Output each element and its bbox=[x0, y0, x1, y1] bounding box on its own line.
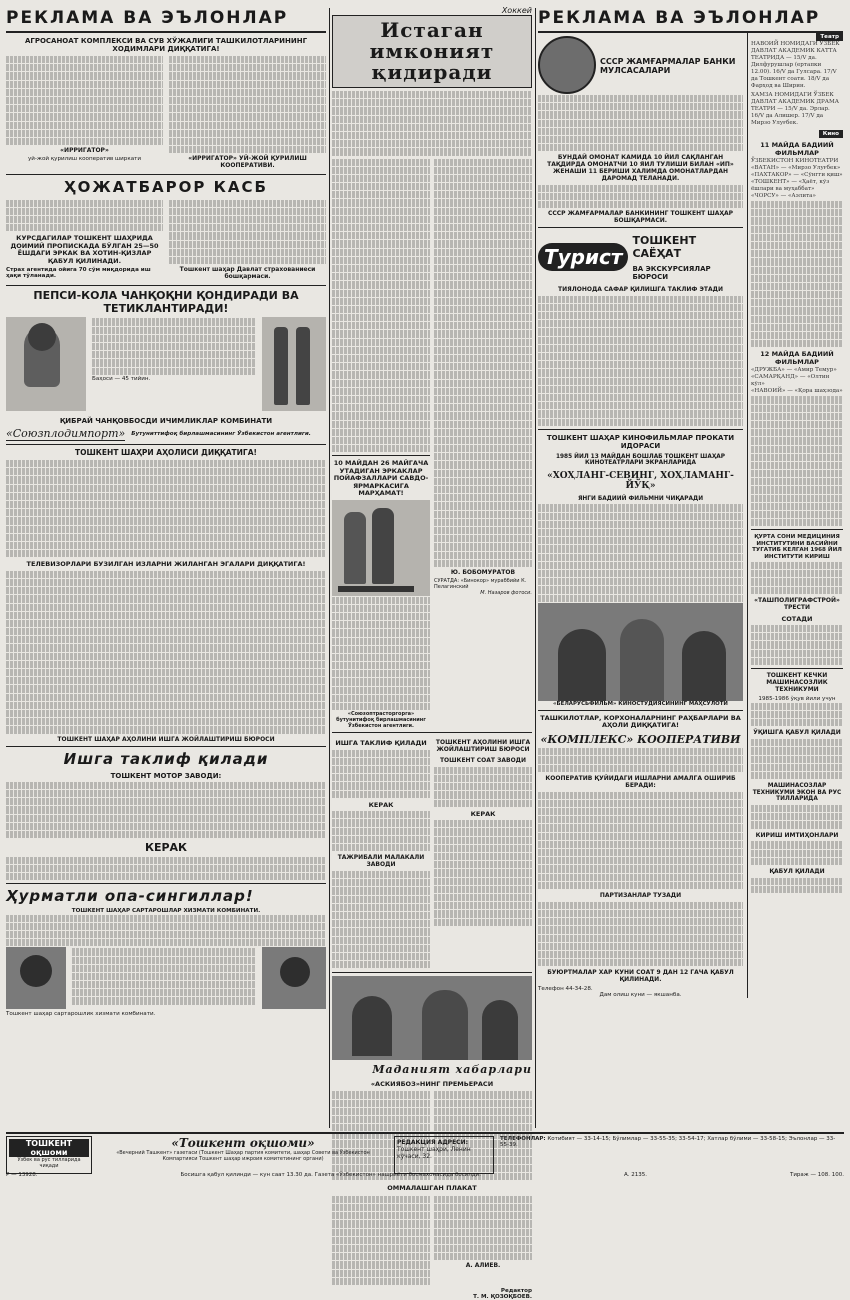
invite-title: Ишга таклиф қилади bbox=[63, 749, 269, 768]
film-title: «ХОҲЛАНГ-СЕВИНГ, ХОҲЛАМАНГ-ЙЎҚ» bbox=[547, 471, 734, 492]
factory-signature: Бутуниттифоқ бирлашмасининг Ўзбекистон агентлиги. bbox=[131, 431, 311, 438]
invite-kerak: КЕРАК bbox=[144, 841, 188, 855]
shoes-fair-illustration bbox=[332, 500, 430, 596]
cinema-listing-2: «ВАТАН» — «Мирзо Улуғбек» bbox=[751, 165, 841, 171]
tourist-side: ВА ЭКСКУРСИЯЛАР БЮРОСИ bbox=[632, 264, 711, 281]
ad1-subsignature: уй-жой қурилиш кооператив ширкати bbox=[27, 156, 142, 163]
may-fair-heading: 10 МАЙДАН 26 МАЙГАЧА УТАДИГАН ЭРКАКЛАР ПОЙАФЗАЛЛАРИ САВДО-ЯРМАРКАСИГА МАРҲАМАТ! bbox=[333, 459, 429, 498]
cinema-listing-8: «НАВОИЙ» — «Қора шаҳзода» bbox=[751, 388, 843, 395]
column-rule-right bbox=[535, 8, 536, 1128]
listings-column bbox=[747, 33, 843, 998]
premiere-heading: «АСКИЯБОЗ»НИНГ ПРЕМЬЕРАСИ bbox=[370, 1079, 494, 1088]
imprint-order: А. 2135. bbox=[624, 1172, 648, 1178]
theatre-listing-1: НАВОИЙ НОМИДАГИ ЎЗБЕК ДАВЛАТ АКАДЕМИК КАТТА ТЕАТРИДА — 15/V да. Дилфурушлар (ертапки 12.00). 16/V да Гулсара. 17/V да Тошкент соати. 18/V да Фарҳод ва Ширин. bbox=[751, 41, 840, 89]
hairdresser-photo-1 bbox=[6, 947, 66, 1009]
film-still-photo bbox=[538, 603, 743, 701]
left-banner: РЕКЛАМА ВА ЭЪЛОНЛАР bbox=[6, 6, 326, 33]
pepsi-bottles-photo bbox=[262, 317, 326, 411]
tourist-logo: Турист bbox=[538, 243, 628, 271]
editor-name: Т. М. ҚОЗОҚБОЕВ. bbox=[473, 1293, 532, 1300]
theatre-label: Театр bbox=[816, 33, 843, 41]
films-may12-heading: 12 МАЙДА БАДИИЙ ФИЛЬМЛАР bbox=[760, 350, 834, 367]
section-label: Хоккей bbox=[501, 6, 532, 15]
complex-name: «КОМПЛЕКС» КООПЕРАТИВИ bbox=[540, 732, 741, 746]
imprint-tirazh: Тираж — 108. 100. bbox=[789, 1172, 844, 1178]
hojatbaror-title: ҲОЖАТБАРОР КАСБ bbox=[64, 178, 268, 197]
bank-signature: СССР ЖАМҒАРМАЛАР БАНКИНИНГ ТОШКЕНТ ШАҲАР БОШҚАРМАСИ. bbox=[547, 210, 734, 225]
repair-heading: КООПЕРАТИВ ҚУЙИДАГИ ИШЛАРНИ АМАЛГА ОШИРИБ БЕРАДИ: bbox=[545, 774, 736, 789]
paper-subtitle: «Вечерний Ташкент» газетаси (Тошкент Шаҳар партия комитети, шаҳар Совети ва Ўзбекистон Компартияси Тошкент шаҳар ижроия комитетининг органи) bbox=[116, 1150, 370, 1162]
cinema-listing-7: «САМАРҚАНД» — «Олтин кўл» bbox=[751, 374, 830, 388]
middle-column bbox=[332, 6, 532, 1300]
right-banner: РЕКЛАМА ВА ЭЪЛОНЛАР bbox=[538, 6, 843, 33]
film-subheading: ЯНГИ БАДИИЙ ФИЛЬМНИ ЧИҚАРАДИ bbox=[577, 495, 704, 502]
telecom-heading: ТЕЛЕВИЗОРЛАРИ БУЗИЛГАН ИЗЛАРНИ ЖИЛАНГАН ЭГАЛАРИ ДИҚҚАТИГА! bbox=[26, 560, 306, 569]
footer bbox=[6, 1132, 844, 1174]
left-column bbox=[6, 6, 326, 1017]
column-rule-left bbox=[329, 8, 330, 1128]
culture-title: Маданият хабарлари bbox=[372, 1063, 532, 1077]
phones-box: ТЕЛЕФОНЛАР: Котибият — 33-14-15; Бўлимлар — 33-55-35; 33-54-17; Хатлар бўлими — 33-58-15; Эълонлар — 33-55-39. bbox=[500, 1136, 836, 1148]
factory-heading: ҚИБРАЙ ЧАНҚОВБОСДИ ИЧИМЛИКЛАР КОМБИНАТИ bbox=[59, 417, 273, 426]
women-title: Ҳурматли опа-сингиллар! bbox=[6, 887, 254, 906]
photo-author: М. Назаров фотоси. bbox=[480, 589, 532, 596]
women-subtitle: ТОШКЕНТ ШАҲАР САРТАРОШЛАР ХИЗМАТИ КОМБИНАТИ. bbox=[71, 907, 261, 914]
redaction-box: РЕДАКЦИЯ АДРЕСИ: Тошкент шаҳри, Ленин кўчаси, 32. bbox=[394, 1136, 494, 1174]
lottery-heading: БУНДАЙ ОМОНАТ КАМИДА 10 ЙИЛ САҚЛАНГАН ТАҚДИРДА ОМОНАТЧИ 10 ЯИЛ ТУЛИШИ БИЛАН «ИП» ЖЕНАШИ 11 БЕРИШИ ХАЛИМДА ОМОНАТЛАРДАН ДАРОМАД ТЕЛАНАДИ. bbox=[547, 154, 734, 182]
hockey-masthead: Истаган имконият қидиради bbox=[332, 15, 532, 88]
hairdresser-photo-2 bbox=[262, 947, 326, 1009]
hockey-author: Ю. БОБОМУРАТОВ bbox=[450, 568, 516, 576]
tajriba-heading: ТАЖРИБАЛИ МАЛАКАЛИ ЗАВОДИ bbox=[337, 854, 425, 869]
ad1-signature: «ИРРИГАТОР» bbox=[60, 147, 109, 155]
cinema-heading: ТОШКЕНТ ШАҲАР КИНОФИЛЬМЛАР ПРОКАТИ ИДОРАСИ bbox=[546, 433, 735, 450]
bureau-heading: ТОШКЕНТ АҲОЛИНИ ИШГА ЖОЙЛАШТИРИШ БЮРОСИ bbox=[435, 739, 531, 754]
evening-years: 1985-1986 ўқув йили учун bbox=[758, 695, 836, 702]
theatre-listing-2: ХАМЗА НОМИДАГИ ЎЗБЕК ДАВЛАТ АКАДЕМИК ДРАМА ТЕАТРИ — 15/V да. Эрлар. 16/V да Алишер. 17/V да Мирзо Улуғбек. bbox=[751, 92, 839, 126]
paper-name: «Тошкент оқшоми» bbox=[171, 1136, 315, 1150]
clock-factory-heading: ТОШКЕНТ СОАТ ЗАВОДИ bbox=[439, 757, 527, 764]
cinema-listing-1: ЎЗБЕКИСТОН КИНОТЕАТРИ bbox=[751, 158, 839, 164]
imprint-index: Р — 13928. bbox=[6, 1172, 38, 1178]
hojatbaror-note: Страх агентида ойига 70 сўм миқдорида иш ҳақи тўланади. bbox=[6, 267, 151, 280]
ad1b-signature: «ИРРИГАТОР» УЙ-ЖОЙ ҚУРИЛИШ КООПЕРАТИВИ. bbox=[188, 155, 307, 170]
factory-logo: «Союзплодимпорт» bbox=[6, 427, 126, 441]
bank-heading: СССР ЖАМҒАРМАЛАР БАНКИ МУЛСАСАЛАРИ bbox=[600, 56, 736, 75]
film-date: 1985 ЙИЛ 13 МАЙДАН БОШЛАБ ТОШКЕНТ ШАҲАР КИНОТЕАТРЛАРИ ЭКРАНЛАРИДА bbox=[555, 453, 726, 467]
films-may11-heading: 11 МАЙДА БАДИИЙ ФИЛЬМЛАР bbox=[760, 141, 834, 157]
kerak-2: КЕРАК bbox=[470, 809, 496, 818]
cinema-listing-5: «ЧОРСУ» — «Аэлитa» bbox=[751, 193, 816, 199]
cinema-listing-3: «ПАХТАКОР» — «Сўнгги қиш» bbox=[751, 172, 843, 178]
pepsi-heading: ПЕПСИ-КОЛА ЧАНҚОҚНИ ҚОНДИРАДИ ВА ТЕТИКЛАНТИРАДИ! bbox=[33, 289, 299, 315]
order-line: БУЮРТМАЛАР ХАР КУНИ СОАТ 9 ДАН 12 ГАЧА ҚАБУЛ ҚИЛИНАДИ. bbox=[547, 969, 734, 984]
tourist-subheading: ТИЯЛОНОДА САФАР ҚИЛИШГА ТАКЛИФ ЭТАДИ bbox=[558, 285, 723, 293]
paper-logo: ТОШКЕНТ оқшоми Ўзбек ва рус тилларида чиқади bbox=[6, 1136, 92, 1174]
plakat-signature: А. АЛИЕВ. bbox=[465, 1262, 501, 1270]
off-line: Дам олиш куни — якшанба. bbox=[599, 992, 682, 999]
ad1-body-text bbox=[6, 56, 163, 145]
repair-signature: ПАРТИЗАНЛАР ТУЗАДИ bbox=[599, 891, 682, 899]
complex-heading: ТАШКИЛОТЛАР, КОРХОНАЛАРНИНГ РАҲБАРЛАРИ ВА АҲОЛИ ДИҚҚАТИГА! bbox=[540, 713, 741, 730]
tourist-heading: ТОШКЕНТ САЁҲАТ bbox=[632, 234, 697, 261]
women-photo-caption: Тошкент шаҳар сартарошлик хизмати комбинати. bbox=[6, 1011, 156, 1018]
telecom-signature: ТОШКЕНТ ШАҲАР АҲОЛИНИ ИШГА ЖОЙЛАШТИРИШ БЮРОСИ bbox=[57, 735, 275, 743]
bank-emblem bbox=[538, 36, 596, 94]
editor-label: Редактор bbox=[500, 1287, 532, 1294]
may-fair-signature: «Союзоптрасторгорга» бутунитифоқ бирлашмасининг Ўзбекистон агентлиги. bbox=[336, 711, 426, 730]
hojatbaror-lead: КУРСДАГИЛАР ТОШКЕНТ ШАҲРИДА ДОИМИЙ ПРОПИСКАДА БЎЛГАН 25—50 ЁШДАГИ ЭРКАК ВА ХОТИН-ҚИЗЛАР ҚАБУЛ ҚИЛИНАДИ. bbox=[10, 234, 159, 265]
invite-org: ТОШКЕНТ МОТОР ЗАВОДИ: bbox=[110, 771, 222, 780]
course-heading: ҚУРТА СОНИ МЕДИЦИНИЯ ИНСТИТУТИНИ ВАСИЙНИ ТУГАТИБ КЕЛГАН 1968 ЙИЛ ИНСТИТУТИ КИРИШ bbox=[752, 534, 842, 560]
imprint-note: Босишга қабул қилинди — кун саат 13.30 да. Газета «Ўзбекистон» нашриёти босмахонасида босилди. bbox=[180, 1172, 482, 1178]
kirish-heading: КИРИШ ИМТИҲОНЛАРИ bbox=[755, 831, 839, 839]
sotadi-heading: СОТАДИ bbox=[781, 614, 813, 623]
cinema-listing-6: «ДРУЖБА» — «Амир Темур» bbox=[751, 367, 837, 374]
film-studio-label: «БЕЛАРУСЬФИЛЬМ» КИНОСТУДИЯСИНИНГ МАҲСУЛОТИ bbox=[553, 700, 728, 707]
hojatbaror-signature: Тошкент шаҳар Давлат страхованиеси бошқармаси. bbox=[179, 266, 316, 281]
photo-caption-coach: СУРАТДА: «Бинокор» мураббийи К. Пелагинский bbox=[434, 577, 527, 590]
culture-photo bbox=[332, 976, 532, 1060]
plakat-heading: ОММАЛАШГАН ПЛАКАТ bbox=[387, 1184, 477, 1193]
cinema-listing-4: «ТОШКЕНТ» — «Ҳаёт, кўз ёшлари ва муҳаббат» bbox=[751, 179, 830, 192]
rus-heading: МАШИНАСОЗЛАР ТЕХНИКУМИ ЭКОН ВА РУС ТИЛЛАРИДА bbox=[752, 783, 842, 803]
phone-line: Телефон 44-34-28. bbox=[538, 986, 593, 993]
qabul-heading: ҚАБУЛ ҚИЛАДИ bbox=[769, 868, 825, 876]
cinema-label: Кино bbox=[819, 130, 843, 138]
evening-heading: ТОШКЕНТ КЕЧКИ МАШИНАСОЗЛИК ТЕХНИКУМИ bbox=[766, 672, 828, 693]
right-column bbox=[538, 6, 843, 998]
hockey-intro bbox=[332, 91, 532, 156]
imprint-line bbox=[6, 1172, 844, 1178]
kerak-1: КЕРАК bbox=[368, 800, 394, 809]
pepsi-price: Баҳоси — 45 тийин. bbox=[92, 375, 151, 382]
tashpolit-heading: «ТАШПОЛИГРАФСТРОЙ» ТРЕСТИ bbox=[754, 596, 840, 611]
ad1-heading: АГРОСАНОАТ КОМПЛЕКСИ ВА СУВ ХЎЖАЛИГИ ТАШКИЛОТЛАРИНИНГ ХОДИМЛАРИ ДИҚҚАТИГА! bbox=[24, 37, 308, 54]
notice-heading: ТОШКЕНТ ШАҲРИ АҲОЛИСИ ДИҚҚАТИГА! bbox=[75, 448, 257, 458]
ad1b-body-text bbox=[169, 56, 326, 153]
school-heading: ИШГА ТАКЛИФ ҚИЛАДИ bbox=[335, 739, 427, 748]
pepsi-woman-photo bbox=[6, 317, 86, 411]
evening-dept: ЎҚИШГА ҚАБУЛ ҚИЛАДИ bbox=[753, 729, 841, 737]
